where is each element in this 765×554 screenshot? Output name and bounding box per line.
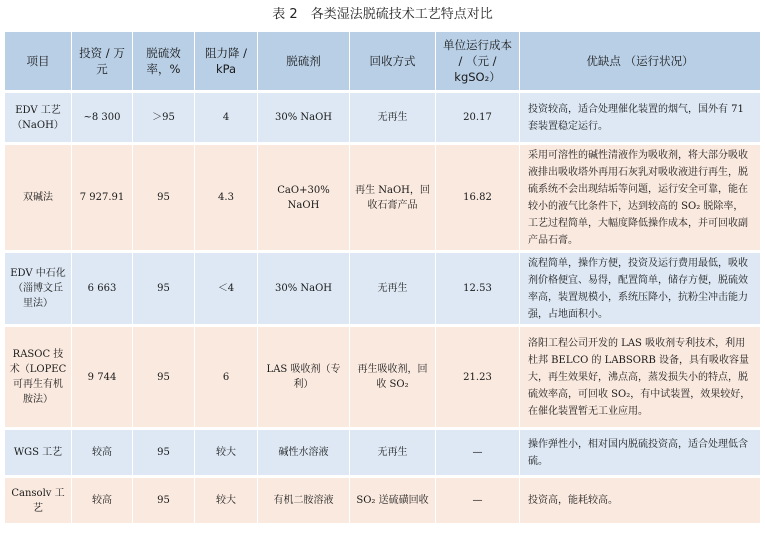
col-header-recovery: 回收方式: [350, 32, 436, 93]
row-agent: 30% NaOH: [258, 253, 350, 327]
row-cost: 20.17: [436, 93, 520, 145]
row-pressure-drop: 较大: [195, 430, 258, 478]
col-header-notes: 优缺点 （运行状况）: [520, 32, 761, 93]
table-row: [5, 253, 761, 327]
row-efficiency: 95: [133, 478, 195, 526]
row-recovery: 再生吸收剂，回收 SO₂: [350, 327, 436, 430]
row-efficiency: 95: [133, 430, 195, 478]
row-efficiency: 95: [133, 145, 195, 253]
row-notes: 洛阳工程公司开发的 LAS 吸收剂专利技术，利用杜邦 BELCO 的 LABSORB 设备，具有吸收容量大，再生效果好，沸点高，蒸发损失小的特点，脱硫效率高，可回收 SO₂，有中试装置，效果较好，在催化装置暂无工业应用。: [520, 327, 761, 430]
row-name: 双碱法: [5, 145, 72, 253]
row-agent: CaO+30% NaOH: [258, 145, 350, 253]
row-name: EDV 工艺（NaOH）: [5, 93, 72, 145]
col-header-investment: 投资 / 万元: [72, 32, 133, 93]
col-header-agent: 脱硫剂: [258, 32, 350, 93]
row-investment: 较高: [72, 430, 133, 478]
row-investment: 9 744: [72, 327, 133, 430]
row-cost: 21.23: [436, 327, 520, 430]
table-row: [5, 430, 761, 478]
comparison-table: [5, 32, 761, 526]
row-recovery: SO₂ 送硫磺回收: [350, 478, 436, 526]
row-name: WGS 工艺: [5, 430, 72, 478]
row-cost: 16.82: [436, 145, 520, 253]
row-recovery: 再生 NaOH，回收石膏产品: [350, 145, 436, 253]
row-notes: 采用可溶性的碱性清液作为吸收剂，将大部分吸收液排出吸收塔外再用石灰乳对吸收液进行再生，脱硫系统不会出现结垢等问题，运行安全可靠，能在较小的液气比条件下，达到较高的 SO₂ 脱除率，工艺过程简单，大幅度降低操作成本，并可回收副产品石膏。: [520, 145, 761, 253]
row-pressure-drop: ＜4: [195, 253, 258, 327]
row-cost: 12.53: [436, 253, 520, 327]
row-efficiency: 95: [133, 253, 195, 327]
row-agent: LAS 吸收剂（专利）: [258, 327, 350, 430]
col-header-item: 项目: [5, 32, 72, 93]
row-investment: ~8 300: [72, 93, 133, 145]
row-name: EDV 中石化（淄博文丘里法）: [5, 253, 72, 327]
row-notes: 操作弹性小，相对国内脱硫投资高，适合处理低含硫。: [520, 430, 761, 478]
row-recovery: 无再生: [350, 430, 436, 478]
row-cost: —: [436, 478, 520, 526]
row-notes: 流程简单，操作方便，投资及运行费用最低，吸收剂价格便宜、易得，配置简单，储存方便，脱硫效率高，装置规模小，系统压降小，抗粉尘冲击能力强，占地面积小。: [520, 253, 761, 327]
row-agent: 碱性水溶液: [258, 430, 350, 478]
row-efficiency: 95: [133, 327, 195, 430]
row-pressure-drop: 6: [195, 327, 258, 430]
row-notes: 投资较高，适合处理催化装置的烟气，国外有 71 套装置稳定运行。: [520, 93, 761, 145]
col-header-cost: 单位运行成本 / （元 / kgSO₂）: [436, 32, 520, 93]
row-investment: 7 927.91: [72, 145, 133, 253]
row-cost: —: [436, 430, 520, 478]
table-row: [5, 93, 761, 145]
row-recovery: 无再生: [350, 253, 436, 327]
col-header-pressure-drop: 阻力降 / kPa: [195, 32, 258, 93]
row-name: Cansolv 工艺: [5, 478, 72, 526]
row-name: RASOC 技术（LOPEC 可再生有机胺法）: [5, 327, 72, 430]
col-header-efficiency: 脱硫效率，%: [133, 32, 195, 93]
table-row: [5, 327, 761, 430]
row-efficiency: ＞95: [133, 93, 195, 145]
header-row: [5, 32, 761, 93]
table-row: [5, 478, 761, 526]
row-pressure-drop: 4.3: [195, 145, 258, 253]
row-pressure-drop: 4: [195, 93, 258, 145]
row-investment: 6 663: [72, 253, 133, 327]
row-pressure-drop: 较大: [195, 478, 258, 526]
row-notes: 投资高，能耗较高。: [520, 478, 761, 526]
row-investment: 较高: [72, 478, 133, 526]
table-caption: 表 2 各类湿法脱硫技术工艺特点对比: [272, 7, 493, 22]
table-row: [5, 145, 761, 253]
row-recovery: 无再生: [350, 93, 436, 145]
row-agent: 30% NaOH: [258, 93, 350, 145]
row-agent: 有机二胺溶液: [258, 478, 350, 526]
